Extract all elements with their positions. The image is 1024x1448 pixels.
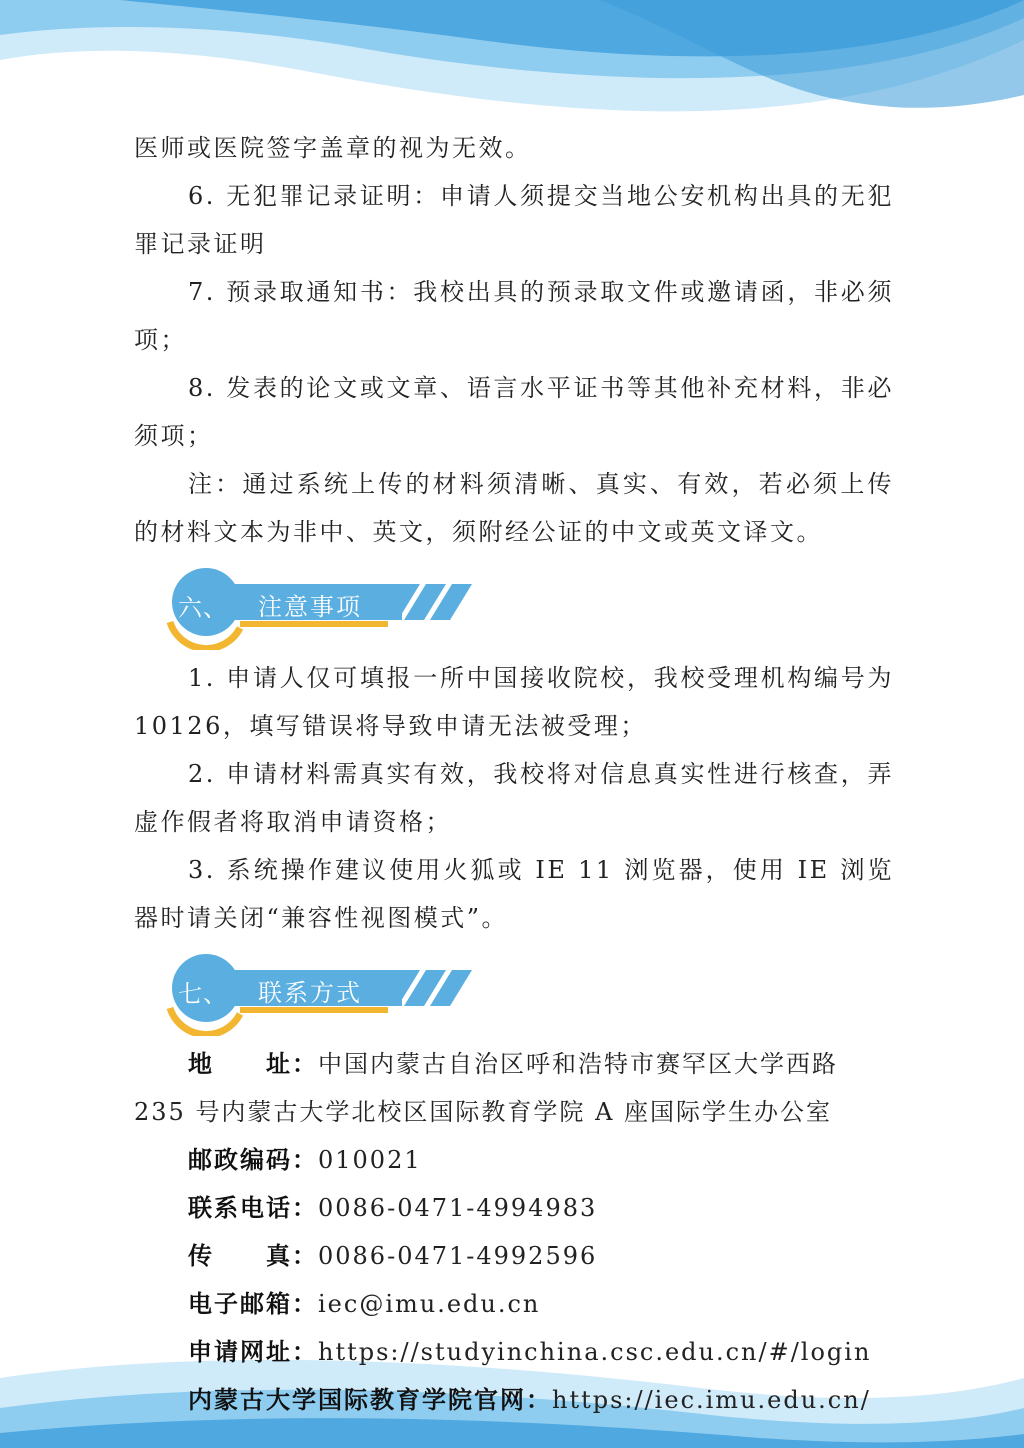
section-7-title: 联系方式: [258, 979, 362, 1007]
address-line-1: 中国内蒙古自治区呼和浩特市赛罕区大学西路: [318, 1050, 838, 1078]
contact-info: [134, 1040, 894, 1424]
postcode-label: 邮政编码：: [188, 1146, 318, 1174]
contact-apply-url: [134, 1328, 894, 1376]
contact-phone: [134, 1184, 894, 1232]
paragraph-4: 注：通过系统上传的材料须清晰、真实、有效，若必须上传的材料文本为非中、英文，须附经公证的中文或英文译文。: [134, 470, 894, 546]
official-site-label: 内蒙古大学国际教育学院官网：: [188, 1386, 552, 1414]
apply-url-label: 申请网址：: [188, 1338, 318, 1366]
document-body: [134, 124, 894, 1424]
contact-address: [134, 1040, 894, 1088]
contact-fax: [134, 1232, 894, 1280]
notice-item-3: 3. 系统操作建议使用火狐或 IE 11 浏览器，使用 IE 浏览器时请关闭“兼容性视图模式”。: [134, 856, 894, 932]
contact-email: [134, 1280, 894, 1328]
phone-label: 联系电话：: [188, 1194, 318, 1222]
contact-address-continued: [134, 1088, 894, 1136]
section-6-title: 注意事项: [258, 593, 362, 621]
contact-official-site: [134, 1376, 894, 1424]
apply-url-link[interactable]: https://studyinchina.csc.edu.cn/#/login: [318, 1338, 872, 1366]
fax-label: 传 真：: [188, 1242, 318, 1270]
contact-postcode: [134, 1136, 894, 1184]
top-paragraphs: [134, 124, 894, 556]
phone-value: 0086-0471-4994983: [318, 1194, 598, 1222]
address-label: 地 址：: [188, 1050, 318, 1078]
fax-value: 0086-0471-4992596: [318, 1242, 598, 1270]
address-line-2: 235 号内蒙古大学北校区国际教育学院 A 座国际学生办公室: [134, 1098, 833, 1126]
section-6-header: [162, 562, 482, 650]
paragraph-3: 8. 发表的论文或文章、语言水平证书等其他补充材料，非必须项；: [134, 374, 894, 450]
section-6-number: 六、: [178, 594, 228, 622]
postcode-value: 010021: [318, 1146, 422, 1174]
section-7-number: 七、: [178, 980, 228, 1008]
paragraph-2: 7. 预录取通知书：我校出具的预录取文件或邀请函，非必须项；: [134, 278, 894, 354]
official-site-link[interactable]: https://iec.imu.edu.cn/: [552, 1386, 871, 1414]
paragraph-0: 医师或医院签字盖章的视为无效。: [134, 134, 532, 162]
notice-item-1: 1. 申请人仅可填报一所中国接收院校，我校受理机构编号为 10126，填写错误将导致申请无法被受理；: [134, 664, 894, 740]
section-6-items: [134, 654, 894, 942]
notice-item-2: 2. 申请材料需真实有效，我校将对信息真实性进行核查，弄虚作假者将取消申请资格；: [134, 760, 894, 836]
email-value: iec@imu.edu.cn: [318, 1290, 541, 1318]
paragraph-1: 6. 无犯罪记录证明：申请人须提交当地公安机构出具的无犯罪记录证明: [134, 182, 894, 258]
section-7-header: [162, 948, 482, 1036]
email-label: 电子邮箱：: [188, 1290, 318, 1318]
